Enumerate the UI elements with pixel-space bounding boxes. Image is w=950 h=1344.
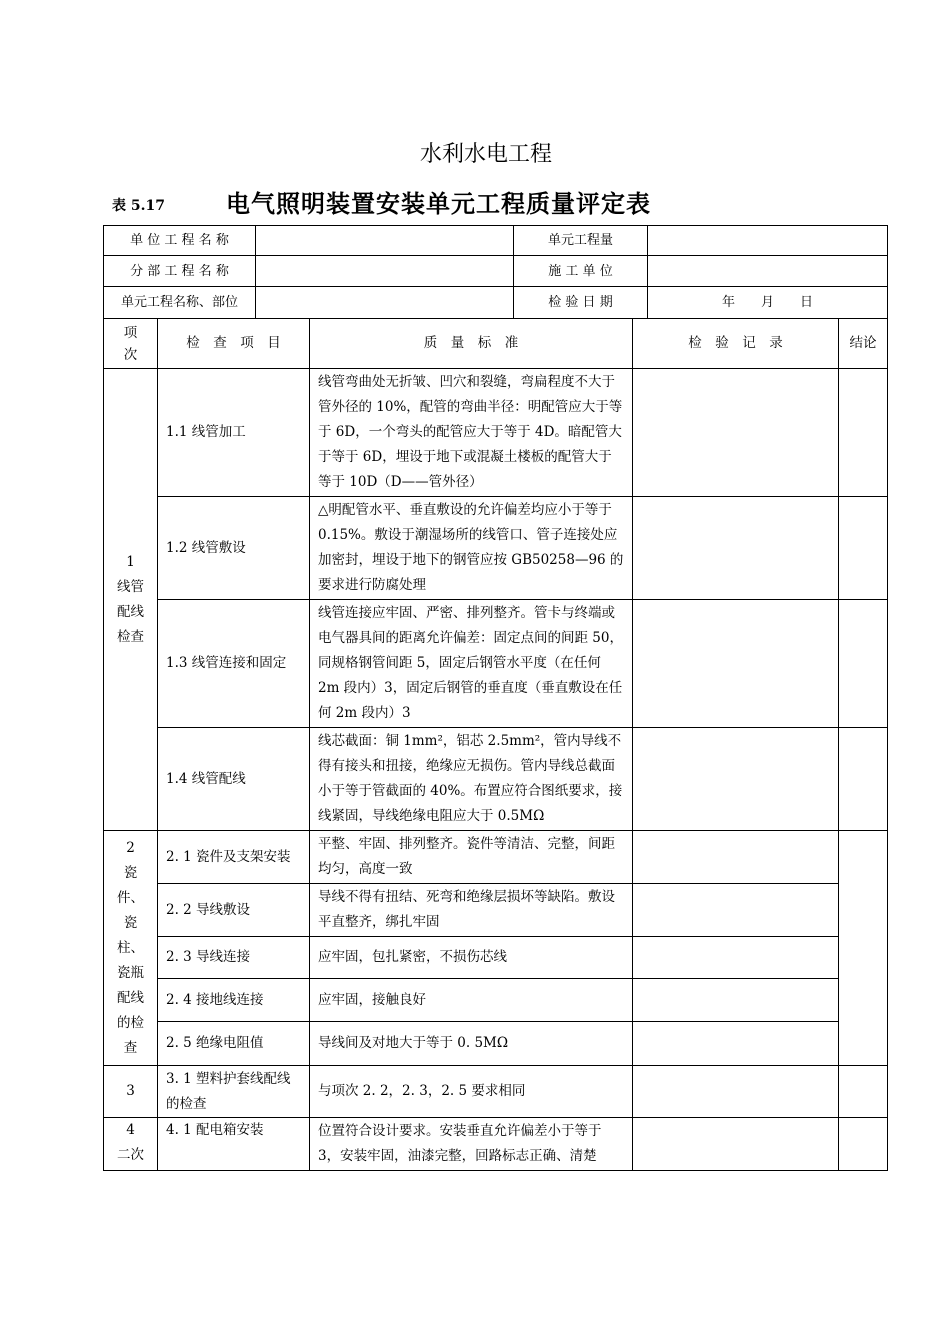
conclusion-cell[interactable] xyxy=(839,831,888,1066)
record-cell[interactable] xyxy=(633,979,839,1022)
table-row xyxy=(104,728,888,831)
record-cell[interactable] xyxy=(633,884,839,937)
table-row xyxy=(104,1118,888,1171)
col-conclusion: 结论 xyxy=(839,319,888,369)
conclusion-cell[interactable] xyxy=(839,1066,888,1118)
standard-cell: 平整、牢固、排列整齐。瓷件等清洁、完整，间距均匀，高度一致 xyxy=(310,831,633,884)
group-4-label: 4 二次 xyxy=(104,1118,158,1171)
record-cell[interactable] xyxy=(633,1118,839,1171)
value-unit-quantity[interactable] xyxy=(648,226,888,256)
inspection-table xyxy=(103,318,888,1171)
item-cell: 2. 1 瓷件及支架安装 xyxy=(158,831,310,884)
item-cell: 3. 1 塑料护套线配线的检查 xyxy=(158,1066,310,1118)
record-cell[interactable] xyxy=(633,728,839,831)
label-sub-project-name: 分 部 工 程 名 称 xyxy=(104,256,256,287)
value-unit-project-name[interactable] xyxy=(256,226,514,256)
table-row xyxy=(104,937,888,979)
record-cell[interactable] xyxy=(633,369,839,497)
standard-cell: 线管弯曲处无折皱、凹穴和裂缝，弯扁程度不大于管外径的 10%，配管的弯曲半径：明配管应大于等于 6D，一个弯头的配管应大于等于 4D。暗配管大于等于 6D，埋设于地下或混凝土楼板的配管大于等于 10D（D——管外径） xyxy=(310,369,633,497)
item-cell: 1.3 线管连接和固定 xyxy=(158,600,310,728)
conclusion-cell[interactable] xyxy=(839,369,888,497)
table-row xyxy=(104,497,888,600)
label-element-name: 单元工程名称、部位 xyxy=(104,287,256,319)
table-row xyxy=(104,1022,888,1066)
standard-cell: 导线间及对地大于等于 0. 5MΩ xyxy=(310,1022,633,1066)
standard-cell: 与项次 2. 2，2. 3，2. 5 要求相同 xyxy=(310,1066,633,1118)
label-construction-unit: 施 工 单 位 xyxy=(514,256,648,287)
table-row xyxy=(104,979,888,1022)
record-cell[interactable] xyxy=(633,1022,839,1066)
value-construction-unit[interactable] xyxy=(648,256,888,287)
item-cell: 2. 2 导线敷设 xyxy=(158,884,310,937)
table-number: 表 5.17 xyxy=(112,198,165,214)
item-cell: 2. 3 导线连接 xyxy=(158,937,310,979)
record-cell[interactable] xyxy=(633,831,839,884)
value-inspection-date[interactable]: 年 月 日 xyxy=(648,287,888,319)
standard-cell: 应牢固，包扎紧密，不损伤芯线 xyxy=(310,937,633,979)
item-cell: 1.1 线管加工 xyxy=(158,369,310,497)
item-cell: 2. 4 接地线连接 xyxy=(158,979,310,1022)
table-row xyxy=(104,884,888,937)
group-2-label: 2 瓷 件、 瓷 柱、 瓷瓶 配线 的检 查 xyxy=(104,831,158,1066)
conclusion-cell[interactable] xyxy=(839,497,888,600)
conclusion-cell[interactable] xyxy=(839,1118,888,1171)
record-cell[interactable] xyxy=(633,600,839,728)
conclusion-cell[interactable] xyxy=(839,728,888,831)
group-3-label: 3 xyxy=(104,1066,158,1118)
standard-cell: 线芯截面：铜 1mm²，铝芯 2.5mm²，管内导线不得有接头和扭接，绝缘应无损伤。管内导线总截面小于等于管截面的 40%。布置应符合图纸要求，接线紧固，导线绝缘电阻应大于 0.5MΩ xyxy=(310,728,633,831)
col-record: 检 验 记 录 xyxy=(633,319,839,369)
col-item: 检 查 项 目 xyxy=(158,319,310,369)
item-cell: 2. 5 绝缘电阻值 xyxy=(158,1022,310,1066)
standard-cell: 位置符合设计要求。安装垂直允许偏差小于等于 3，安装牢固，油漆完整，回路标志正确、清楚 xyxy=(310,1118,633,1171)
document-title: 电气照明装置安装单元工程质量评定表 xyxy=(226,190,651,218)
item-cell: 1.4 线管配线 xyxy=(158,728,310,831)
col-standard: 质 量 标 准 xyxy=(310,319,633,369)
label-unit-quantity: 单元工程量 xyxy=(514,226,648,256)
value-sub-project-name[interactable] xyxy=(256,256,514,287)
header-title: 水利水电工程 xyxy=(419,142,552,167)
table-row xyxy=(104,600,888,728)
label-unit-project-name: 单 位 工 程 名 称 xyxy=(104,226,256,256)
value-element-name[interactable] xyxy=(256,287,514,319)
col-seq: 项 次 xyxy=(104,319,158,369)
record-cell[interactable] xyxy=(633,497,839,600)
standard-cell: 线管连接应牢固、严密、排列整齐。管卡与终端或电气器具间的距离允许偏差：固定点间的间距 50，同规格钢管间距 5，固定后钢管水平度（在任何 2m 段内）3，固定后钢管的垂直度（垂直敷设在任何 2m 段内）3 xyxy=(310,600,633,728)
record-cell[interactable] xyxy=(633,937,839,979)
standard-cell: △明配管水平、垂直敷设的允许偏差均应小于等于 0.15%。敷设于潮湿场所的线管口、管子连接处应加密封，埋设于地下的钢管应按 GB50258—96 的要求进行防腐处理 xyxy=(310,497,633,600)
label-inspection-date: 检 验 日 期 xyxy=(514,287,648,319)
info-table xyxy=(103,225,888,319)
table-row xyxy=(104,831,888,884)
item-cell: 4. 1 配电箱安装 xyxy=(158,1118,310,1171)
conclusion-cell[interactable] xyxy=(839,600,888,728)
table-row xyxy=(104,1066,888,1118)
group-1-label: 1 线管 配线 检查 xyxy=(104,369,158,831)
table-row xyxy=(104,369,888,497)
item-cell: 1.2 线管敷设 xyxy=(158,497,310,600)
record-cell[interactable] xyxy=(633,1066,839,1118)
standard-cell: 导线不得有扭结、死弯和绝缘层损坏等缺陷。敷设平直整齐，绑扎牢固 xyxy=(310,884,633,937)
standard-cell: 应牢固，接触良好 xyxy=(310,979,633,1022)
